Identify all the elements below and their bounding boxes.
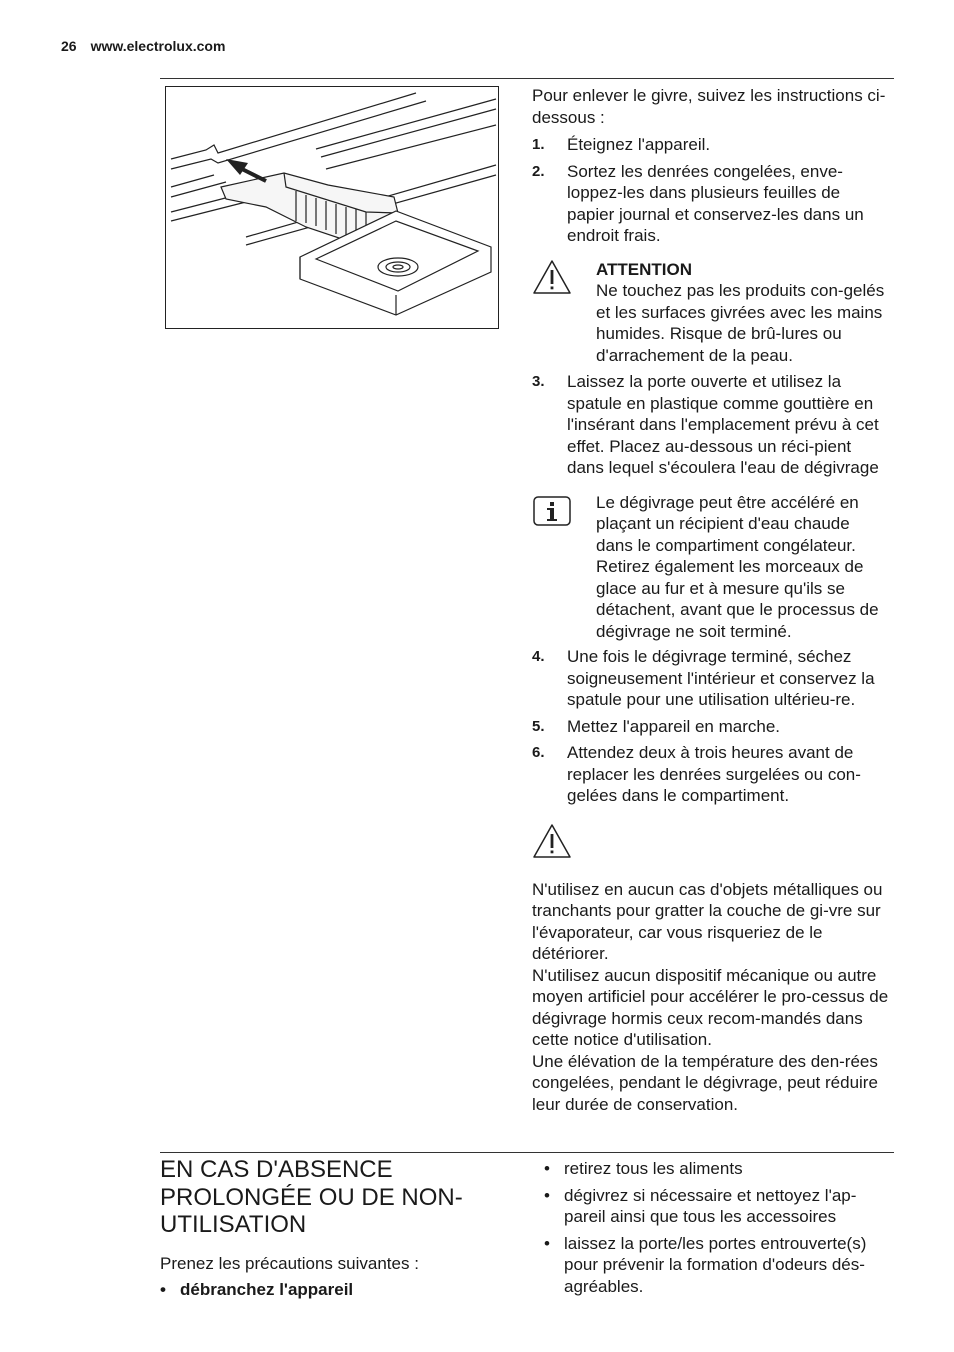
step-number: 1. [532,136,545,153]
step-5 [532,716,890,738]
bullet-item: • retirez tous les aliments [544,1158,894,1180]
page-number: 26 [61,38,77,54]
step-number: 6. [532,744,545,761]
warning-icon-large [532,823,890,879]
page-header [61,38,225,54]
step-text: Attendez deux à trois heures avant de replacer les denrées surgelées ou con-gelées dans le compartiment. [567,743,861,805]
info-icon [532,496,572,532]
step-text: Laissez la porte ouverte et utilisez la spatule en plastique comme gouttière en l'insérant dans l'emplacement prévu à cet effet. Placez au-dessous un réci-pient dans lequel s'écoulera l'eau de dégivrage [567,372,879,477]
step-number: 5. [532,717,545,735]
warning-icon [532,823,572,859]
section-left-column [160,1253,500,1301]
step-text: Sortez les denrées congelées, enve-loppez-les dans plusieurs feuilles de papier journal et conservez-les dans un endroit frais. [567,161,864,245]
header-rule [160,78,894,79]
section-right-column [544,1158,894,1302]
info-callout [532,492,890,643]
section-lead: Prenez les précautions suivantes : [160,1254,419,1273]
section-title: EN CAS D'ABSENCE PROLONGÉE OU DE NON-UTILISATION [160,1156,463,1238]
attention-title: ATTENTION [596,259,693,279]
instructions-column [532,85,890,1115]
warning-paragraph: N'utilisez aucun dispositif mécanique ou autre moyen artificiel pour accélérer le pro-cessus de dégivrage hormis ceux recom-mandés dans cette notice d'utilisation. [532,965,889,1049]
step-number: 3. [532,373,545,390]
step-6 [532,742,890,807]
step-number: 4. [532,648,545,665]
step-text: Une fois le dégivrage terminé, séchez soigneusement l'intérieur et conservez la spatule pour une utilisation ultérieu-re. [567,647,875,709]
step-4 [532,646,890,711]
defrost-illustration [165,86,499,329]
step-number: 2. [532,162,545,180]
bullet-item: • débranchez l'appareil [160,1279,500,1301]
attention-callout [532,259,890,367]
site-url: www.electrolux.com [90,38,226,54]
warning-icon [532,259,572,301]
step-text: Mettez l'appareil en marche. [567,716,781,736]
step-2 [532,161,890,247]
step-1 [532,134,890,156]
info-text: Le dégivrage peut être accéléré en plaçant un récipient d'eau chaude dans le compartiment congélateur. Retirez également les morceaux de glace au fur et à mesure qu'ils se détachent, avant que le processus de dégivrage ne soit terminé. [596,492,879,641]
step-text: Éteignez l'appareil. [567,135,711,154]
section-rule [160,1152,894,1153]
bullet-item: • dégivrez si nécessaire et nettoyez l'ap-pareil ainsi que tous les accessoires [544,1185,894,1228]
drain-spatula-drawing [166,87,498,328]
attention-text: Ne touchez pas les produits con-gelés et les surfaces givrées avec les mains humides. Risque de brû-lures ou d'arrachement de la peau. [596,281,885,365]
step-3 [532,371,890,479]
warning-paragraph: N'utilisez en aucun cas d'objets métalliques ou tranchants pour gratter la couche de gi-vre sur l'évaporateur, car vous risqueriez de le détériorer. [532,879,883,963]
intro-text: Pour enlever le givre, suivez les instructions ci-dessous : [532,86,886,127]
warning-paragraph: Une élévation de la température des den-rées congelées, pendant le dégivrage, peut réduire leur durée de conservation. [532,1051,878,1114]
bullet-item: • laissez la porte/les portes entrouverte(s) pour prévenir la formation d'odeurs dés-agréables. [544,1233,894,1298]
